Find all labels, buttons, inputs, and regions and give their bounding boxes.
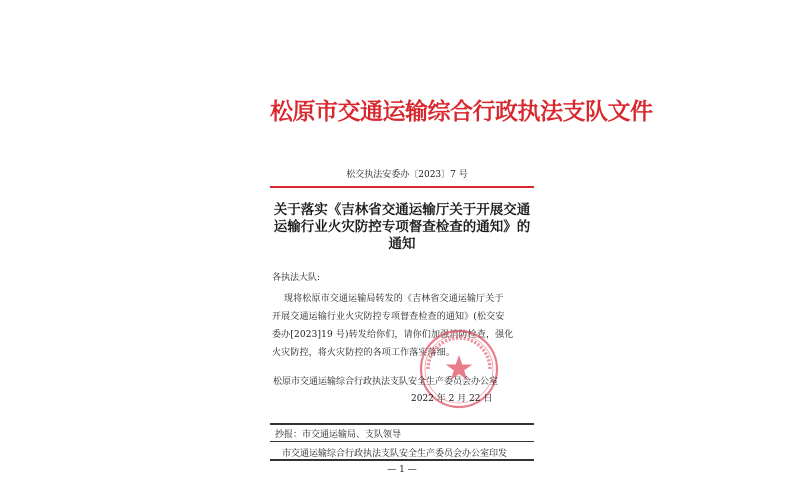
- body-line-3: 委办[2023]19 号)转发给你们，请你们加强消防检查，强化: [272, 330, 514, 340]
- document-header-title: 松原市交通运输综合行政执法支队文件: [270, 98, 653, 125]
- printing-office: 市交通运输综合行政执法支队安全生产委员会办公室印发: [282, 449, 508, 459]
- footer-divider-top: [270, 423, 534, 425]
- footer-divider-middle: [270, 441, 534, 442]
- salutation: 各执法大队:: [272, 273, 321, 283]
- red-divider-rule: [270, 186, 534, 188]
- document-number: 松交执法安委办〔2023〕7 号: [346, 170, 468, 180]
- notice-title-line-2: 运输行业火灾防控专项督查检查的通知》的: [273, 219, 531, 235]
- copy-to-recipients: 抄报：市交通运输局、支队领导: [275, 430, 402, 440]
- page-number: — 1 —: [387, 465, 417, 475]
- notice-title-line-1: 关于落实《吉林省交通运输厅关于开展交通: [273, 202, 531, 218]
- body-line-1: 现将松原市交通运输局转发的《吉林省交通运输厅关于: [284, 294, 504, 304]
- notice-title-line-3: 通知: [388, 236, 416, 252]
- body-line-4: 火灾防控，将火灾防控的各项工作落实落细。: [272, 348, 456, 358]
- body-line-2: 开展交通运输行业火灾防控专项督查检查的通知》(松交安: [272, 312, 505, 322]
- issue-date: 2022 年 2 月 22 日: [411, 394, 493, 404]
- issuer-name: 松原市交通运输综合行政执法支队安全生产委员会办公室: [273, 377, 499, 387]
- footer-divider-bottom: [270, 459, 534, 461]
